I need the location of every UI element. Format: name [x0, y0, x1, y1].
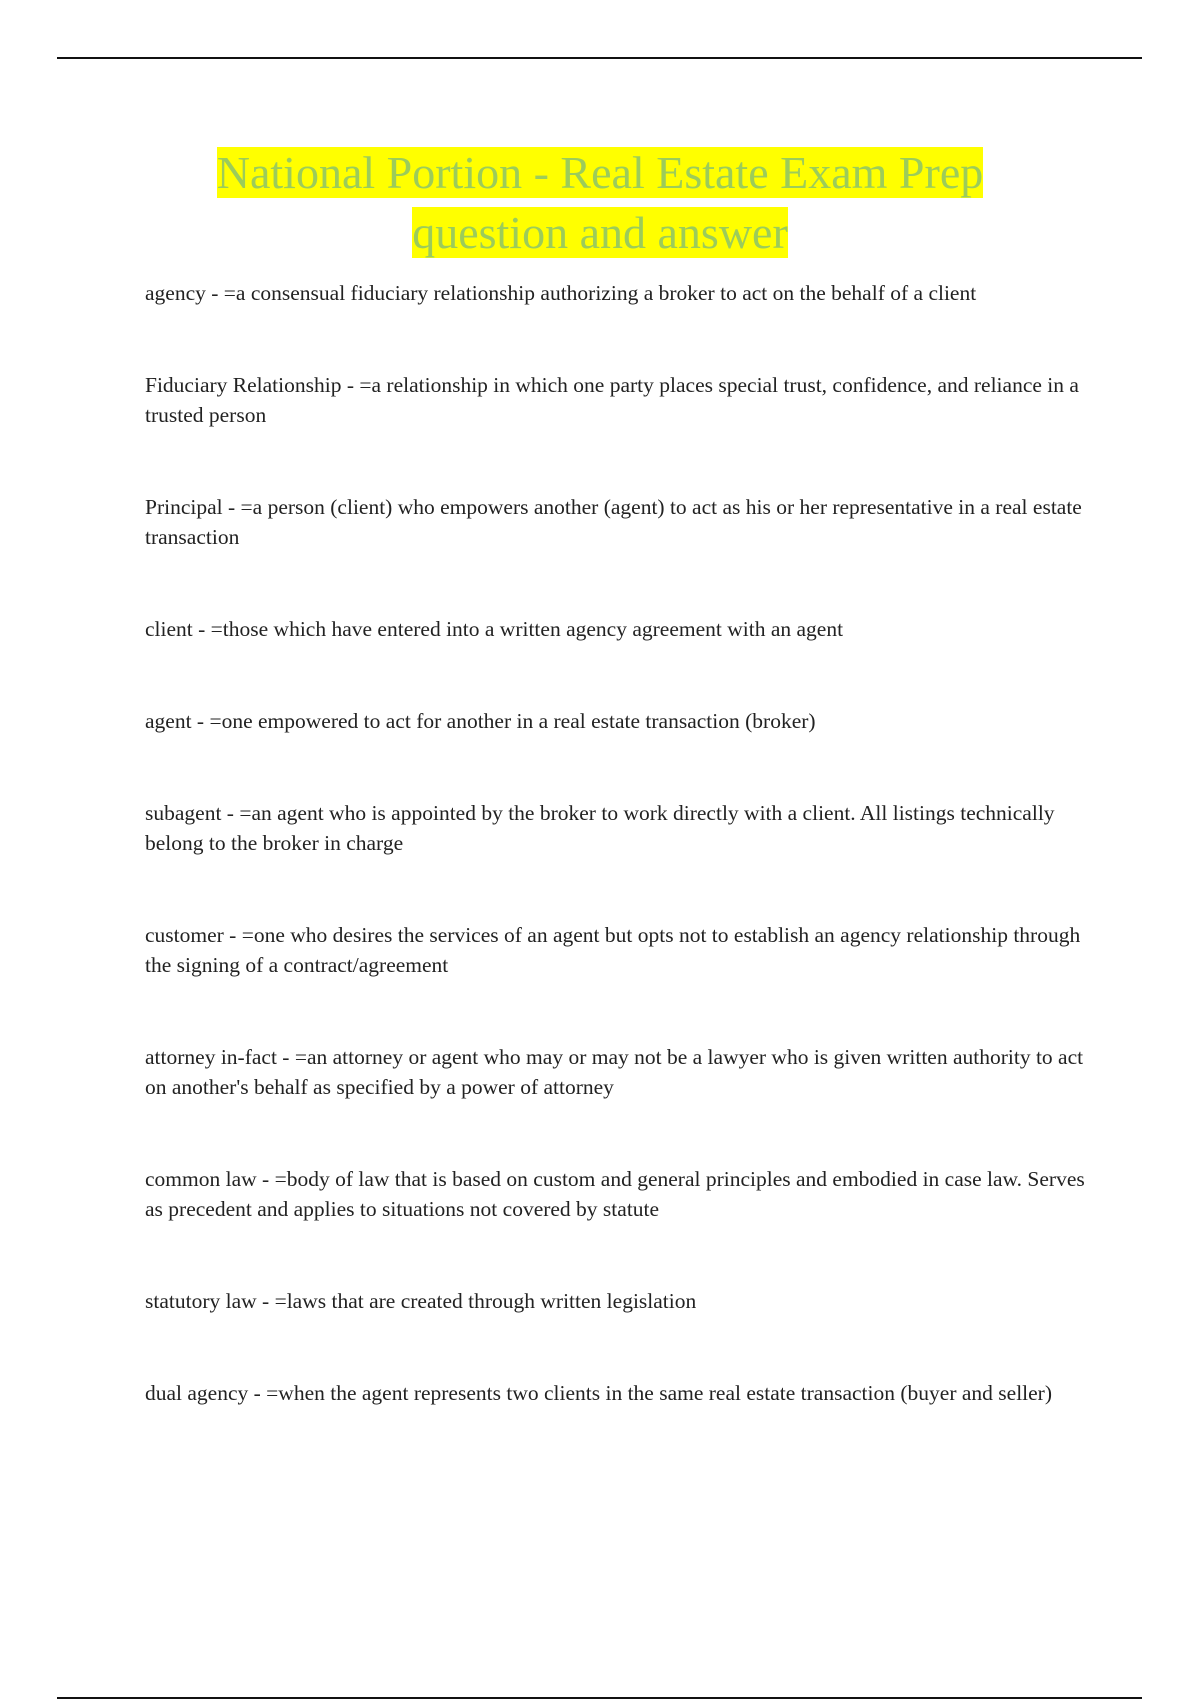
page-title [100, 143, 1100, 263]
definition-fiduciary-relationship: Fiduciary Relationship - =a relationship in which one party places special trust, confidence, and reliance in a trusted person [145, 373, 1079, 427]
definition-principal: Principal - =a person (client) who empowers another (agent) to act as his or her representative in a real estate transaction [145, 495, 1082, 549]
definition-subagent: subagent - =an agent who is appointed by the broker to work directly with a client. All listings technically belong to the broker in charge [145, 801, 1055, 855]
title-line-2: question and answer [412, 207, 788, 258]
definition-list [145, 278, 1100, 1470]
title-line-1: National Portion - Real Estate Exam Prep [216, 147, 984, 198]
definition-statutory-law: statutory law - =laws that are created through written legislation [145, 1289, 697, 1313]
bottom-rule [57, 1697, 1142, 1699]
definition-client: client - =those which have entered into a written agency agreement with an agent [145, 617, 844, 641]
definition-common-law: common law - =body of law that is based on custom and general principles and embodied in case law. Serves as precedent and applies to situations not covered by statute [145, 1167, 1085, 1221]
definition-customer: customer - =one who desires the services of an agent but opts not to establish an agency relationship through the signing of a contract/agreement [145, 923, 1081, 977]
definition-attorney-in-fact: attorney in-fact - =an attorney or agent who may or may not be a lawyer who is given written authority to act on another's behalf as specified by a power of attorney [145, 1045, 1084, 1099]
top-rule [57, 57, 1142, 59]
definition-agent: agent - =one empowered to act for another in a real estate transaction (broker) [145, 709, 816, 733]
definition-dual-agency: dual agency - =when the agent represents two clients in the same real estate transaction (buyer and seller) [145, 1381, 1052, 1405]
definition-agency: agency - =a consensual fiduciary relationship authorizing a broker to act on the behalf of a client [145, 281, 977, 305]
